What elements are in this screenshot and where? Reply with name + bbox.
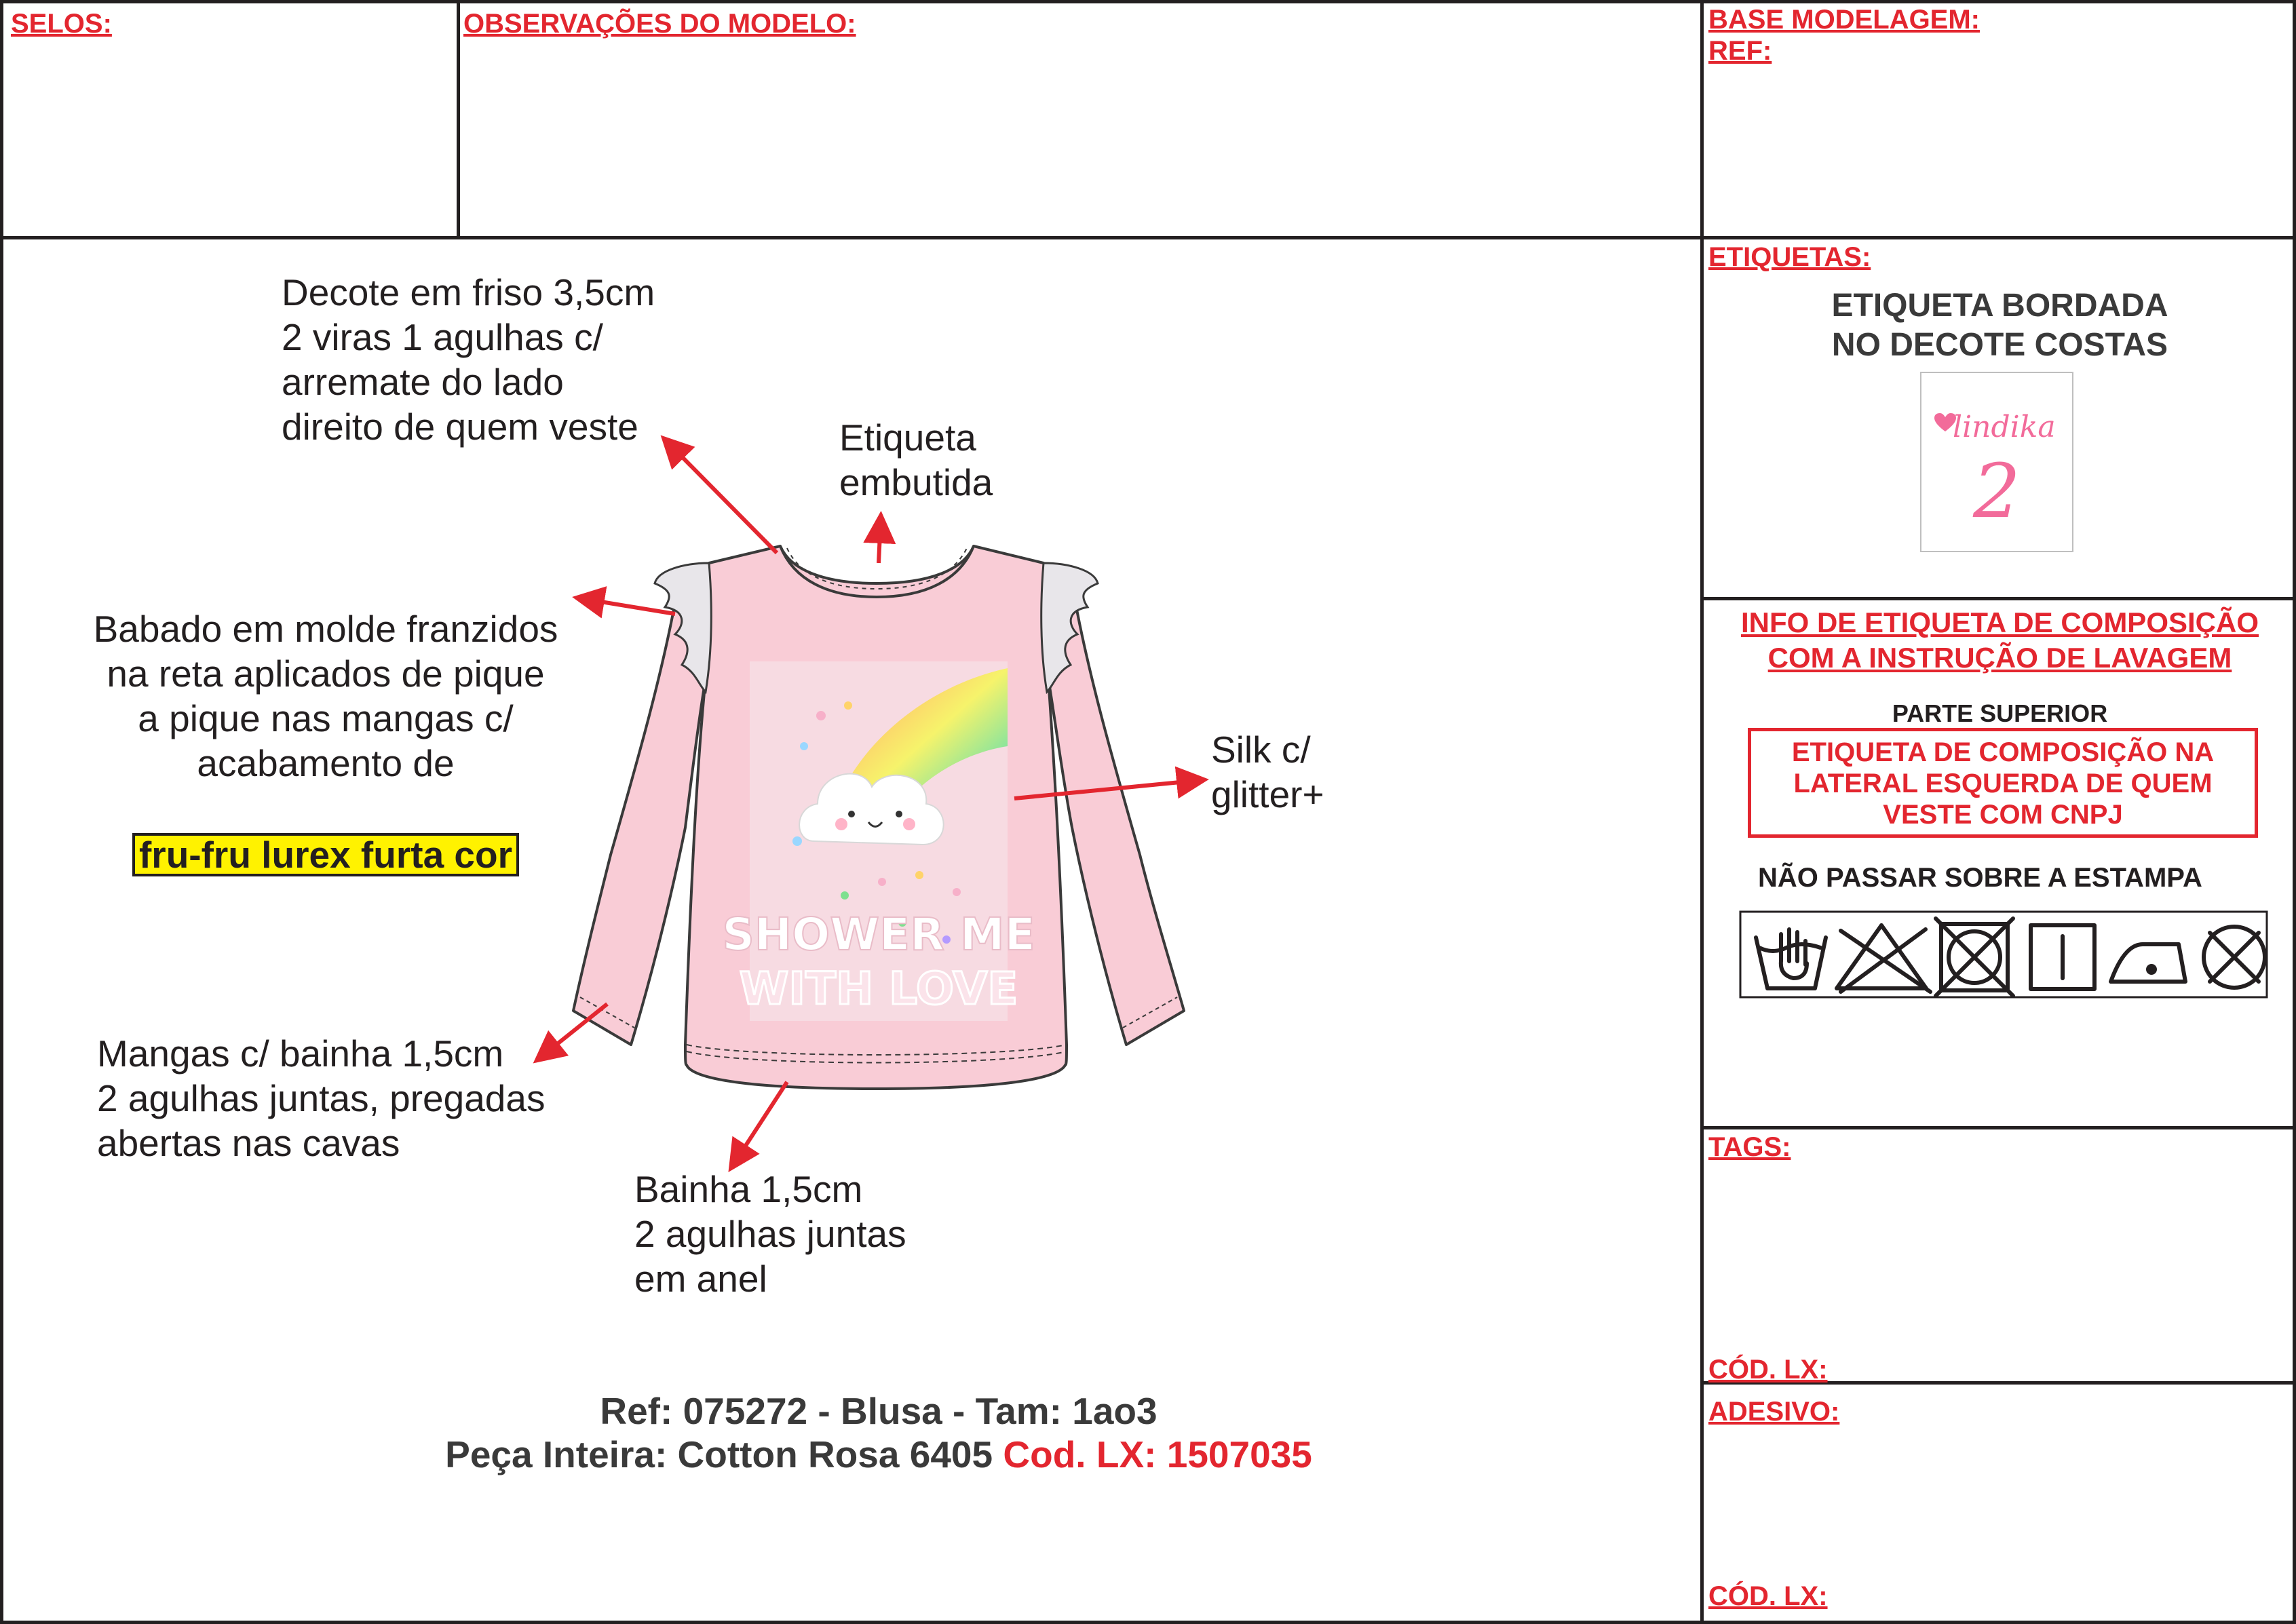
note-etiqueta: Etiqueta embutida <box>839 417 993 503</box>
arrow-bainha <box>733 1082 787 1165</box>
footer-cod-line: Cod. LX: 1507035 <box>1003 1433 1312 1475</box>
footer-ref-line: Ref: 075272 - Blusa - Tam: 1ao3 <box>600 1390 1157 1432</box>
adesivo-label: ADESIVO: <box>1708 1397 1840 1427</box>
brand-label-image <box>1920 372 2073 552</box>
nao-passar-text: NÃO PASSAR SOBRE A ESTAMPA <box>1758 863 2202 893</box>
print-text-line2: WITH LOVE <box>739 963 1018 1015</box>
border-right <box>2293 0 2296 1624</box>
base-modelagem-label: BASE MODELAGEM: <box>1708 5 1980 35</box>
parte-superior: PARTE SUPERIOR <box>1892 699 2108 727</box>
etiquetas-label: ETIQUETAS: <box>1708 242 1871 272</box>
note-decote: Decote em friso 3,5cm 2 viras 1 agulhas c/ arremate do lado direito de quem veste <box>282 271 655 448</box>
composicao-box: ETIQUETA DE COMPOSIÇÃO NA LATERAL ESQUERDA DE QUEM VESTE COM CNPJ <box>1748 728 2258 838</box>
brand-size: 2 <box>1973 448 2021 535</box>
note-babado <box>75 562 577 877</box>
tags-label: TAGS: <box>1708 1132 1791 1162</box>
selos-label: SELOS: <box>11 9 112 39</box>
note-mangas: Mangas c/ bainha 1,5cm 2 agulhas juntas, pregadas abertas nas cavas <box>97 1032 546 1164</box>
arrow-etiqueta <box>879 519 881 563</box>
cod-lx-label-2: CÓD. LX: <box>1708 1581 1828 1611</box>
no-tumble-dry-icon <box>1936 919 2013 996</box>
cod-lx-label-1: CÓD. LX: <box>1708 1355 1828 1385</box>
right-sleeve <box>1048 583 1184 1045</box>
etiqueta-bordada-text: ETIQUETA BORDADA NO DECOTE COSTAS <box>1831 288 2168 363</box>
note-babado-highlight: fru-fru lurex furta cor <box>132 833 519 876</box>
sidebar-divider <box>1700 0 1704 1624</box>
note-bainha: Bainha 1,5cm 2 agulhas juntas em anel <box>634 1168 906 1300</box>
brand-name: lindika <box>1953 410 2056 444</box>
info-label-line1: INFO DE ETIQUETA DE COMPOSIÇÃO <box>1740 606 2259 638</box>
footer-ref <box>204 1389 1554 1476</box>
ref-label: REF: <box>1708 36 1772 66</box>
info-label-line2: COM A INSTRUÇÃO DE LAVAGEM <box>1767 642 2232 674</box>
care-symbols <box>1739 910 2268 999</box>
arrow-decote <box>666 441 777 553</box>
note-silk: Silk c/ glitter+ <box>1211 729 1324 815</box>
note-babado-text: Babado em molde franzidos na reta aplicados de pique a pique nas mangas c/ acabamento de <box>93 608 558 784</box>
info-label <box>1704 605 2296 676</box>
footer-peca-wrapper <box>204 1433 1554 1476</box>
left-sleeve <box>573 583 706 1045</box>
print-text-line1: SHOWER ME <box>722 908 1035 961</box>
info-divider <box>1702 597 2296 600</box>
arrow-babado <box>580 598 675 614</box>
footer-peca-line: Peça Inteira: Cotton Rosa 6405 <box>445 1433 993 1475</box>
tags-divider <box>1702 1126 2296 1129</box>
observacoes-label: OBSERVAÇÕES DO MODELO: <box>463 9 856 39</box>
